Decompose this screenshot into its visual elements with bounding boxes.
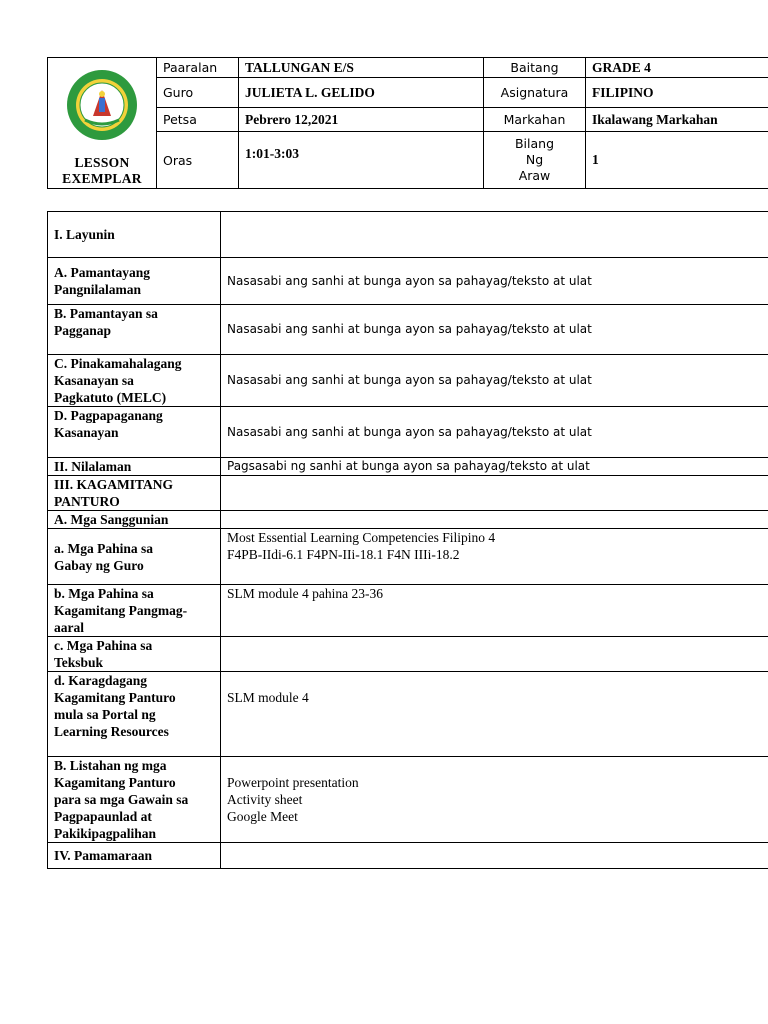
layunin-label: I. Layunin xyxy=(48,212,221,258)
label-line: Pagpapaunlad at xyxy=(54,809,152,824)
karagdagang-kagamitan-label xyxy=(48,672,221,757)
gabay-ng-guro-value xyxy=(221,529,768,585)
karagdagang-kagamitan-value: SLM module 4 xyxy=(221,672,768,757)
teksbuk-label xyxy=(48,637,221,672)
bilang-label xyxy=(484,132,586,189)
nilalaman-value: Pagsasabi ng sanhi at bunga ayon sa pahayag/teksto at ulat xyxy=(221,458,768,476)
guro-label: Guro xyxy=(157,78,239,108)
label-line: Teksbuk xyxy=(54,655,104,670)
listahan-value xyxy=(221,757,768,843)
petsa-value: Pebrero 12,2021 xyxy=(239,108,484,132)
markahan-value: Ikalawang Markahan xyxy=(586,108,768,132)
baitang-value: GRADE 4 xyxy=(586,58,768,78)
teksbuk-value xyxy=(221,637,768,672)
label-line: Pagganap xyxy=(54,323,112,338)
table-row xyxy=(48,476,768,511)
pagpapaganang-kasanayan-label xyxy=(48,407,221,458)
label-line: d. Karagdagang xyxy=(54,673,148,688)
bilang-line3: Araw xyxy=(518,168,551,183)
table-row xyxy=(48,407,768,458)
table-row xyxy=(48,511,768,529)
pamantayang-pangnilalaman-label xyxy=(48,258,221,305)
label-line: mula sa Portal ng xyxy=(54,707,156,722)
kagamitang-panturo-label xyxy=(48,476,221,511)
pamamaraan-value xyxy=(221,843,768,869)
gabay-ng-guro-label xyxy=(48,529,221,585)
lesson-title-line2: EXEMPLAR xyxy=(62,171,142,186)
label-line: Kasanayan sa xyxy=(54,373,134,388)
markahan-label: Markahan xyxy=(484,108,586,132)
label-line: B. Pamantayan sa xyxy=(54,306,158,321)
nilalaman-label: II. Nilalaman xyxy=(48,458,221,476)
school-seal-icon xyxy=(65,68,139,142)
petsa-label: Petsa xyxy=(157,108,239,132)
pamantayan-sa-pagganap-value: Nasasabi ang sanhi at bunga ayon sa pahayag/teksto at ulat xyxy=(221,305,768,355)
label-line: III. KAGAMITANG xyxy=(54,477,174,492)
asignatura-value: FILIPINO xyxy=(586,78,768,108)
value-line: F4PB-IIdi-6.1 F4PN-IIi-18.1 F4N IIIi-18.2 xyxy=(227,547,460,562)
label-line: a. Mga Pahina sa xyxy=(54,540,154,556)
table-row xyxy=(48,585,768,637)
mga-sanggunian-value xyxy=(221,511,768,529)
value-line: Powerpoint presentation xyxy=(227,775,359,790)
bilang-line1: Bilang xyxy=(514,136,555,151)
mga-sanggunian-label: A. Mga Sanggunian xyxy=(48,511,221,529)
label-line: Kasanayan xyxy=(54,425,119,440)
lesson-title-line1: LESSON xyxy=(74,155,130,170)
asignatura-label: Asignatura xyxy=(484,78,586,108)
oras-label: Oras xyxy=(157,132,239,189)
header-table xyxy=(47,57,768,189)
lesson-plan-table xyxy=(47,211,768,869)
table-row xyxy=(48,212,768,258)
bilang-value: 1 xyxy=(586,132,768,189)
pamantayang-pangnilalaman-value: Nasasabi ang sanhi at bunga ayon sa pahayag/teksto at ulat xyxy=(221,258,768,305)
table-row xyxy=(48,637,768,672)
label-line: PANTURO xyxy=(54,494,120,509)
label-line: B. Listahan ng mga xyxy=(54,758,167,773)
table-row xyxy=(48,458,768,476)
melc-value: Nasasabi ang sanhi at bunga ayon sa pahayag/teksto at ulat xyxy=(221,355,768,407)
logo-cell xyxy=(48,58,157,189)
label-line: C. Pinakamahalagang xyxy=(54,356,182,371)
melc-label xyxy=(48,355,221,407)
baitang-label: Baitang xyxy=(484,58,586,78)
table-row xyxy=(48,843,768,869)
table-row xyxy=(48,757,768,843)
paaralan-label: Paaralan xyxy=(157,58,239,78)
label-line: Pangnilalaman xyxy=(54,282,142,297)
label-line: D. Pagpapaganang xyxy=(54,408,163,423)
table-row xyxy=(48,529,768,585)
table-row xyxy=(48,672,768,757)
label-line: para sa mga Gawain sa xyxy=(54,792,189,807)
value-line: Activity sheet xyxy=(227,792,303,807)
label-line: Kagamitang Panturo xyxy=(54,690,176,705)
table-row xyxy=(48,258,768,305)
listahan-label xyxy=(48,757,221,843)
label-line: b. Mga Pahina sa xyxy=(54,586,154,601)
value-line: Google Meet xyxy=(227,809,298,824)
label-line: Gabay ng Guro xyxy=(54,557,144,573)
guro-value: JULIETA L. GELIDO xyxy=(239,78,484,108)
kagamitang-pangmag-aaral-label xyxy=(48,585,221,637)
label-line: Pagkatuto (MELC) xyxy=(54,390,167,405)
layunin-value xyxy=(221,212,768,258)
bilang-line2: Ng xyxy=(525,152,544,167)
pagpapaganang-kasanayan-value: Nasasabi ang sanhi at bunga ayon sa pahayag/teksto at ulat xyxy=(221,407,768,458)
label-line: Learning Resources xyxy=(54,724,169,739)
label-line: c. Mga Pahina sa xyxy=(54,638,153,653)
table-row xyxy=(48,305,768,355)
kagamitang-pangmag-aaral-value: SLM module 4 pahina 23-36 xyxy=(221,585,768,637)
kagamitang-panturo-value xyxy=(221,476,768,511)
value-line: Most Essential Learning Competencies Filipino 4 xyxy=(227,530,496,545)
paaralan-value: TALLUNGAN E/S xyxy=(239,58,484,78)
pamantayan-sa-pagganap-label xyxy=(48,305,221,355)
pamamaraan-label: IV. Pamamaraan xyxy=(48,843,221,869)
label-line: Kagamitang Panturo xyxy=(54,775,176,790)
oras-value: 1:01-3:03 xyxy=(239,132,484,189)
label-line: aaral xyxy=(54,620,84,635)
table-row xyxy=(48,355,768,407)
label-line: A. Pamantayang xyxy=(54,265,151,280)
label-line: Pakikipagpalihan xyxy=(54,826,157,841)
label-line: Kagamitang Pangmag- xyxy=(54,603,188,618)
